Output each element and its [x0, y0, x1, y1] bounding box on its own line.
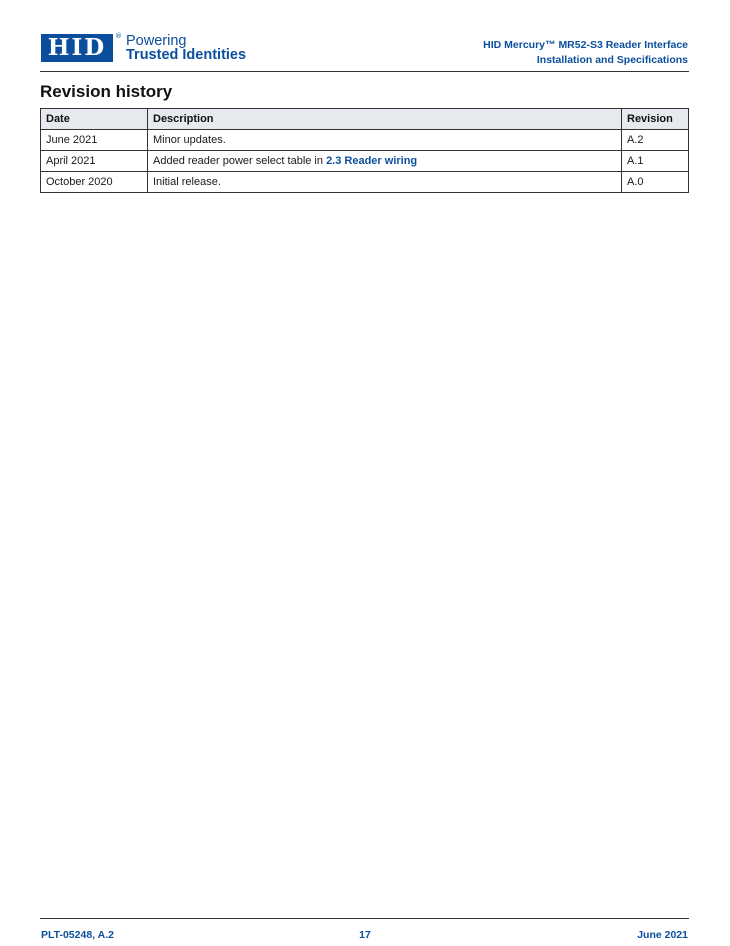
cell-description: Initial release.	[148, 172, 622, 193]
header-divider	[40, 71, 689, 72]
logo-tagline-line1: Powering	[126, 33, 187, 49]
hid-logo	[41, 34, 246, 62]
table-row	[41, 172, 689, 193]
description-text: Added reader power select table in	[153, 155, 327, 167]
document-title	[483, 38, 688, 68]
footer-date: June 2021	[637, 929, 688, 941]
column-header-revision: Revision	[622, 109, 689, 130]
cell-date: October 2020	[41, 172, 148, 193]
logo-tagline-line2: Trusted Identities	[126, 47, 247, 63]
section-heading: Revision history	[40, 82, 173, 101]
cell-description	[148, 151, 622, 172]
registered-mark: ®	[115, 32, 122, 40]
cell-description: Minor updates.	[148, 130, 622, 151]
column-header-date: Date	[41, 109, 148, 130]
reader-wiring-link[interactable]: 2.3 Reader wiring	[326, 155, 418, 167]
cell-date: April 2021	[41, 151, 148, 172]
cell-revision: A.1	[622, 151, 689, 172]
cell-revision: A.0	[622, 172, 689, 193]
cell-date: June 2021	[41, 130, 148, 151]
footer-page-number: 17	[359, 929, 371, 941]
cell-revision: A.2	[622, 130, 689, 151]
footer-document-id: PLT-05248, A.2	[41, 929, 114, 941]
footer-divider	[40, 918, 689, 919]
document-title-line2: Installation and Specifications	[536, 54, 688, 66]
document-title-line1: HID Mercury™ MR52-S3 Reader Interface	[483, 39, 688, 51]
logo-tagline	[126, 34, 246, 62]
column-header-description: Description	[148, 109, 622, 130]
table-row	[41, 130, 689, 151]
revision-history-table	[40, 108, 689, 193]
logo-brand: HID	[41, 34, 113, 62]
table-row	[41, 151, 689, 172]
table-header-row	[41, 109, 689, 130]
